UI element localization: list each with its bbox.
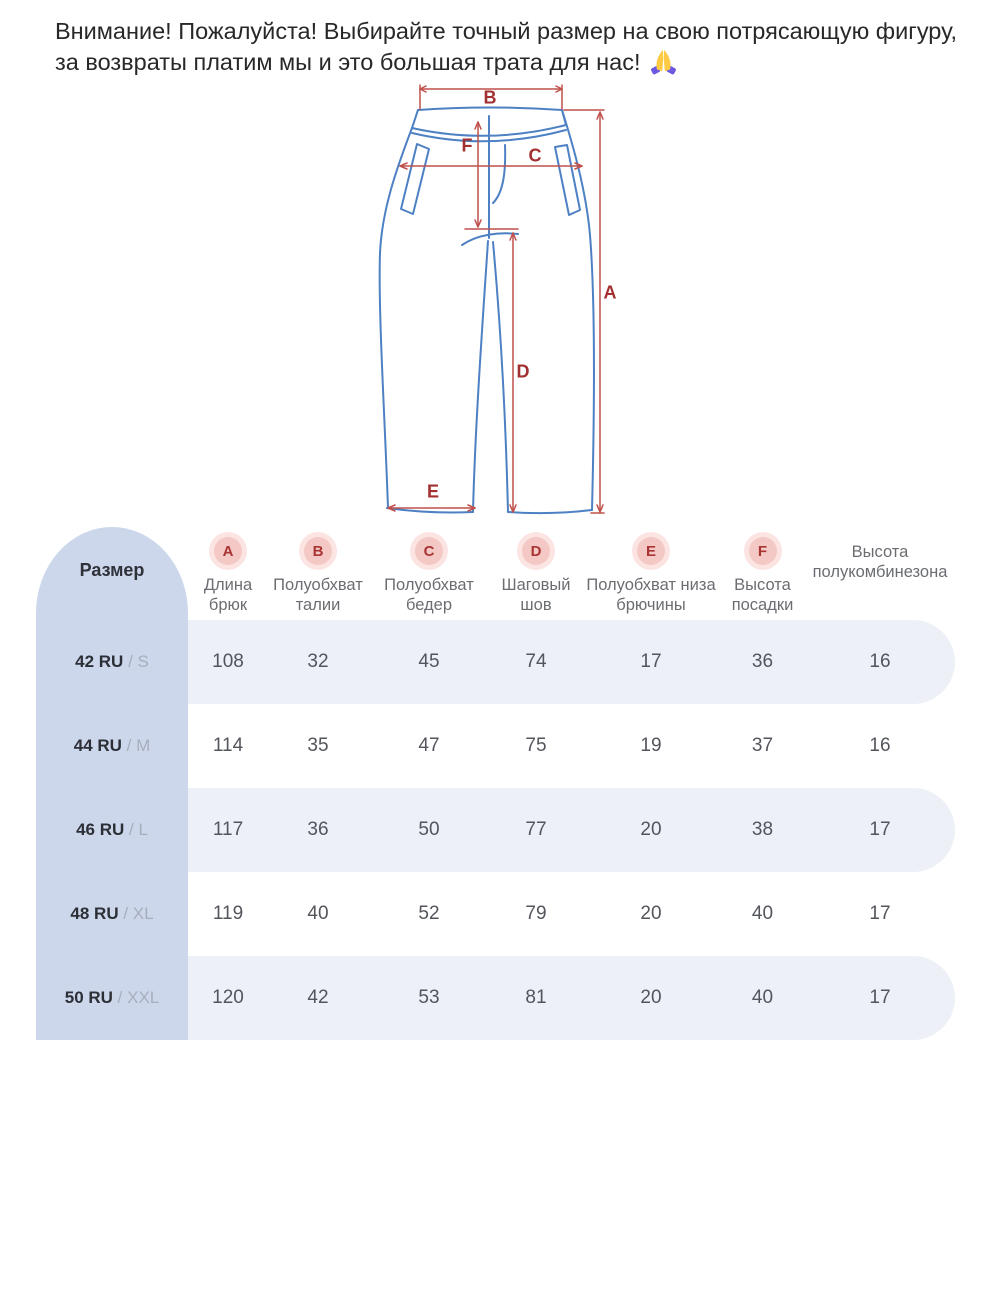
measure-label-f: F: [461, 135, 473, 156]
value-cell: 40: [751, 987, 774, 1008]
value-cell: 17: [869, 903, 891, 924]
badge-e-icon: E: [632, 532, 670, 570]
measure-label-e: E: [426, 481, 440, 502]
value-cell: 16: [869, 735, 891, 756]
right-inner-seam: [493, 242, 508, 512]
value-cell: 20: [640, 819, 662, 840]
value-cell: 36: [307, 819, 329, 840]
measure-label-d: D: [516, 361, 530, 382]
right-pocket: [555, 145, 580, 215]
measure-label-a: A: [603, 282, 617, 303]
column-header-overall-height: Высота полукомбинезона: [812, 543, 948, 581]
size-table-header: [36, 520, 955, 620]
size-label: 42 RU / S: [75, 652, 149, 671]
size-label: 46 RU / L: [76, 820, 148, 839]
value-cell: 81: [525, 987, 547, 1008]
badge-d-icon: D: [517, 532, 555, 570]
value-cell: 17: [640, 651, 662, 672]
table-row-48ru: [36, 872, 955, 956]
value-cell: 52: [418, 903, 440, 924]
value-cell: 79: [525, 903, 547, 924]
value-cell: 40: [751, 903, 774, 924]
value-cell: 20: [640, 987, 662, 1008]
fly-curve: [493, 145, 505, 203]
notice-text: Внимание! Пожалуйста! Выбирайте точный размер на свою потрясающую фигуру, за возвраты платим мы и это большая трата для нас!: [55, 18, 958, 75]
column-header-b: B Полуобхват талии: [268, 520, 368, 620]
table-row-46ru: [36, 788, 955, 872]
badge-b-icon: B: [299, 532, 337, 570]
value-cell: 42: [307, 987, 329, 1008]
value-cell: 47: [418, 735, 440, 756]
left-inner-seam: [473, 241, 488, 512]
badge-a-icon: A: [209, 532, 247, 570]
notice-banner: [55, 16, 960, 78]
value-cell: 17: [869, 987, 891, 1008]
value-cell: 20: [640, 903, 662, 924]
right-hem: [508, 510, 592, 513]
table-row-42ru: [36, 620, 955, 704]
column-header-d: D Шаговый шов: [490, 520, 582, 620]
size-header-cell: Размер: [79, 560, 145, 580]
value-cell: 77: [525, 819, 547, 840]
value-cell: 17: [869, 819, 891, 840]
column-header-c: C Полуобхват бедер: [368, 520, 490, 620]
value-cell: 32: [307, 651, 329, 672]
value-cell: 117: [212, 819, 244, 840]
column-header-a: A Длина брюк: [188, 520, 268, 620]
value-cell: 114: [212, 735, 244, 756]
value-cell: 38: [751, 819, 774, 840]
column-header-e: E Полуобхват низа брючины: [582, 520, 720, 620]
praying-hands-icon: [650, 48, 677, 75]
measure-label-b: B: [483, 87, 497, 108]
measure-label-c: C: [528, 145, 542, 166]
value-cell: 19: [640, 735, 662, 756]
value-cell: 75: [525, 735, 547, 756]
value-cell: 35: [307, 735, 329, 756]
value-cell: 74: [525, 651, 547, 672]
value-cell: 50: [418, 819, 440, 840]
value-cell: 108: [212, 651, 244, 672]
badge-c-icon: C: [410, 532, 448, 570]
value-cell: 36: [751, 651, 774, 672]
value-cell: 37: [751, 735, 774, 756]
value-cell: 16: [869, 651, 891, 672]
value-cell: 45: [418, 651, 440, 672]
value-cell: 120: [212, 987, 244, 1008]
badge-f-icon: F: [744, 532, 782, 570]
size-label: 48 RU / XL: [70, 904, 154, 923]
table-row-44ru: [36, 704, 955, 788]
column-header-f: F Высота посадки: [720, 520, 805, 620]
size-table: [36, 520, 955, 1040]
value-cell: 119: [212, 903, 244, 924]
table-row-50ru: [36, 956, 955, 1040]
right-outer-seam: [562, 110, 594, 510]
value-cell: 53: [418, 987, 440, 1008]
size-label: 44 RU / M: [73, 736, 151, 755]
left-pocket: [401, 144, 429, 214]
pants-measurement-diagram: [370, 85, 690, 517]
value-cell: 40: [307, 903, 329, 924]
size-label: 50 RU / XXL: [64, 988, 160, 1007]
